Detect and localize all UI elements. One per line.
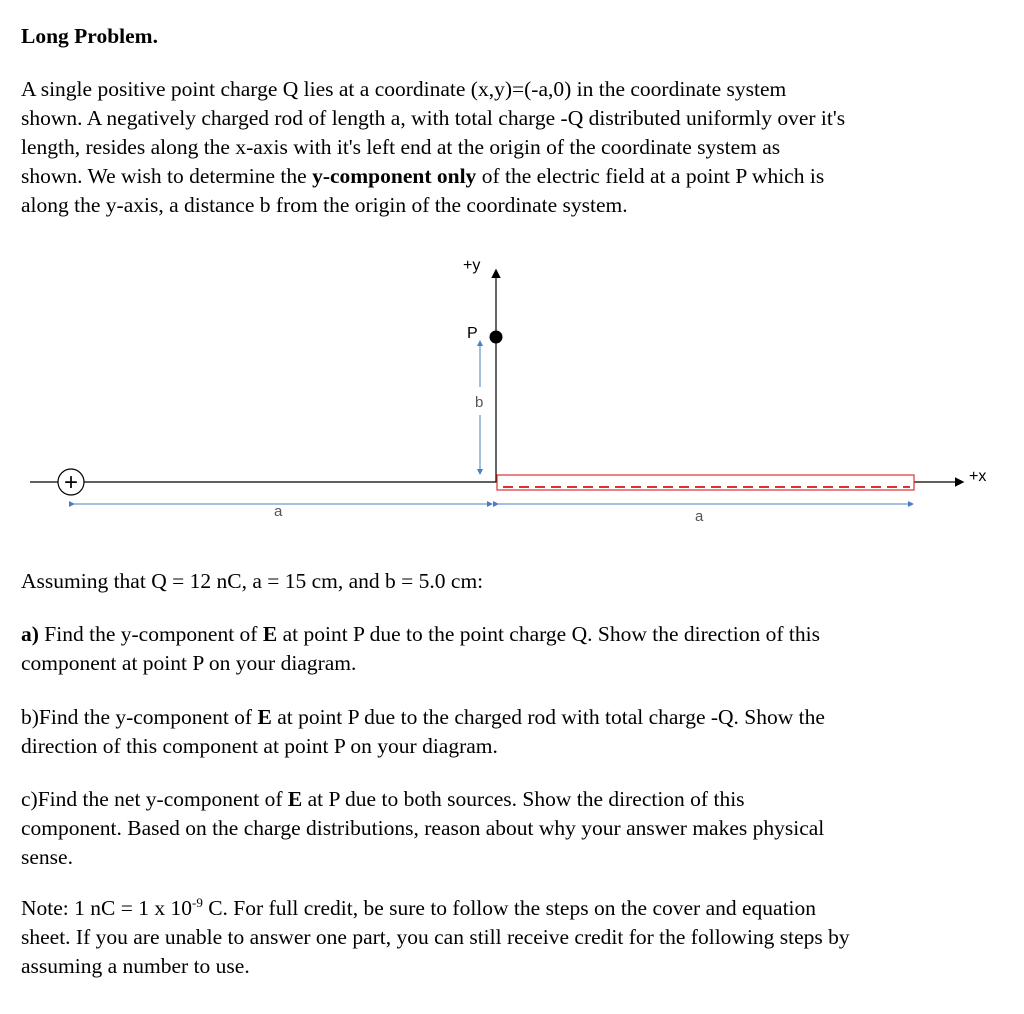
- intro-emphasis: y-component only: [312, 164, 477, 188]
- note-exponent: -9: [191, 895, 203, 910]
- question-c-field-symbol: E: [287, 787, 303, 811]
- a-left-dimension-label: a: [274, 503, 283, 520]
- intro-line-3: length, resides along the x-axis with it's left end at the origin of the coordinate system as: [21, 135, 781, 159]
- question-a-field-symbol: E: [262, 622, 278, 646]
- question-b-text-start: b)Find the y-component of: [21, 705, 258, 729]
- problem-intro: [21, 75, 845, 220]
- question-a-label: a): [21, 622, 39, 646]
- question-c-line-1: [21, 785, 824, 814]
- intro-line-2: shown. A negatively charged rod of length a, with total charge -Q distributed uniformly over it's: [21, 106, 846, 130]
- x-axis-label: +x: [969, 468, 987, 485]
- note-text-start: Note: 1 nC = 1 x 10: [21, 896, 192, 920]
- a-right-dimension-label: a: [695, 508, 704, 525]
- intro-line-5: along the y-axis, a distance b from the origin of the coordinate system.: [21, 193, 628, 217]
- intro-line-4-end: of the electric field at a point P which is: [476, 164, 825, 188]
- question-c-text-start: c)Find the net y-component of: [21, 787, 288, 811]
- note-text-end: C. For full credit, be sure to follow the steps on the cover and equation: [202, 896, 817, 920]
- question-b: [21, 703, 825, 761]
- point-p-dot: [490, 331, 503, 344]
- question-a-line-2: component at point P on your diagram.: [21, 651, 357, 675]
- intro-line-4-start: shown. We wish to determine the: [21, 164, 313, 188]
- intro-line-4: [21, 162, 845, 191]
- question-b-text-end: at point P due to the charged rod with total charge -Q. Show the: [271, 705, 825, 729]
- question-b-line-1: [21, 703, 825, 732]
- assumptions: Assuming that Q = 12 nC, a = 15 cm, and b = 5.0 cm:: [21, 569, 484, 593]
- question-c-line-3: sense.: [21, 845, 73, 869]
- note-line-2: sheet. If you are unable to answer one part, you can still receive credit for the following steps by: [21, 925, 850, 949]
- positive-charge-symbol: +: [63, 469, 79, 496]
- problem-title: Long Problem.: [21, 24, 158, 48]
- question-b-line-2: direction of this component at point P on your diagram.: [21, 734, 498, 758]
- question-a-text-end: at point P due to the point charge Q. Show the direction of this: [277, 622, 820, 646]
- y-axis-label: +y: [463, 257, 481, 274]
- point-p-label: P: [467, 325, 478, 342]
- question-b-field-symbol: E: [257, 705, 272, 729]
- note-line-3: assuming a number to use.: [21, 954, 250, 978]
- question-c-line-2: component. Based on the charge distributions, reason about why your answer makes physical: [21, 816, 825, 840]
- intro-line-1: A single positive point charge Q lies at a coordinate (x,y)=(-a,0) in the coordinate system: [21, 77, 787, 101]
- coordinate-diagram: [0, 245, 1024, 535]
- question-a-text-start: Find the y-component of: [38, 622, 263, 646]
- note: [21, 894, 850, 981]
- question-a-line-1: [21, 620, 820, 649]
- question-a: [21, 620, 820, 678]
- question-c-text-end: at P due to both sources. Show the direction of this: [302, 787, 745, 811]
- note-line-1: [21, 894, 850, 923]
- b-dimension-label: b: [475, 394, 484, 411]
- question-c: [21, 785, 824, 872]
